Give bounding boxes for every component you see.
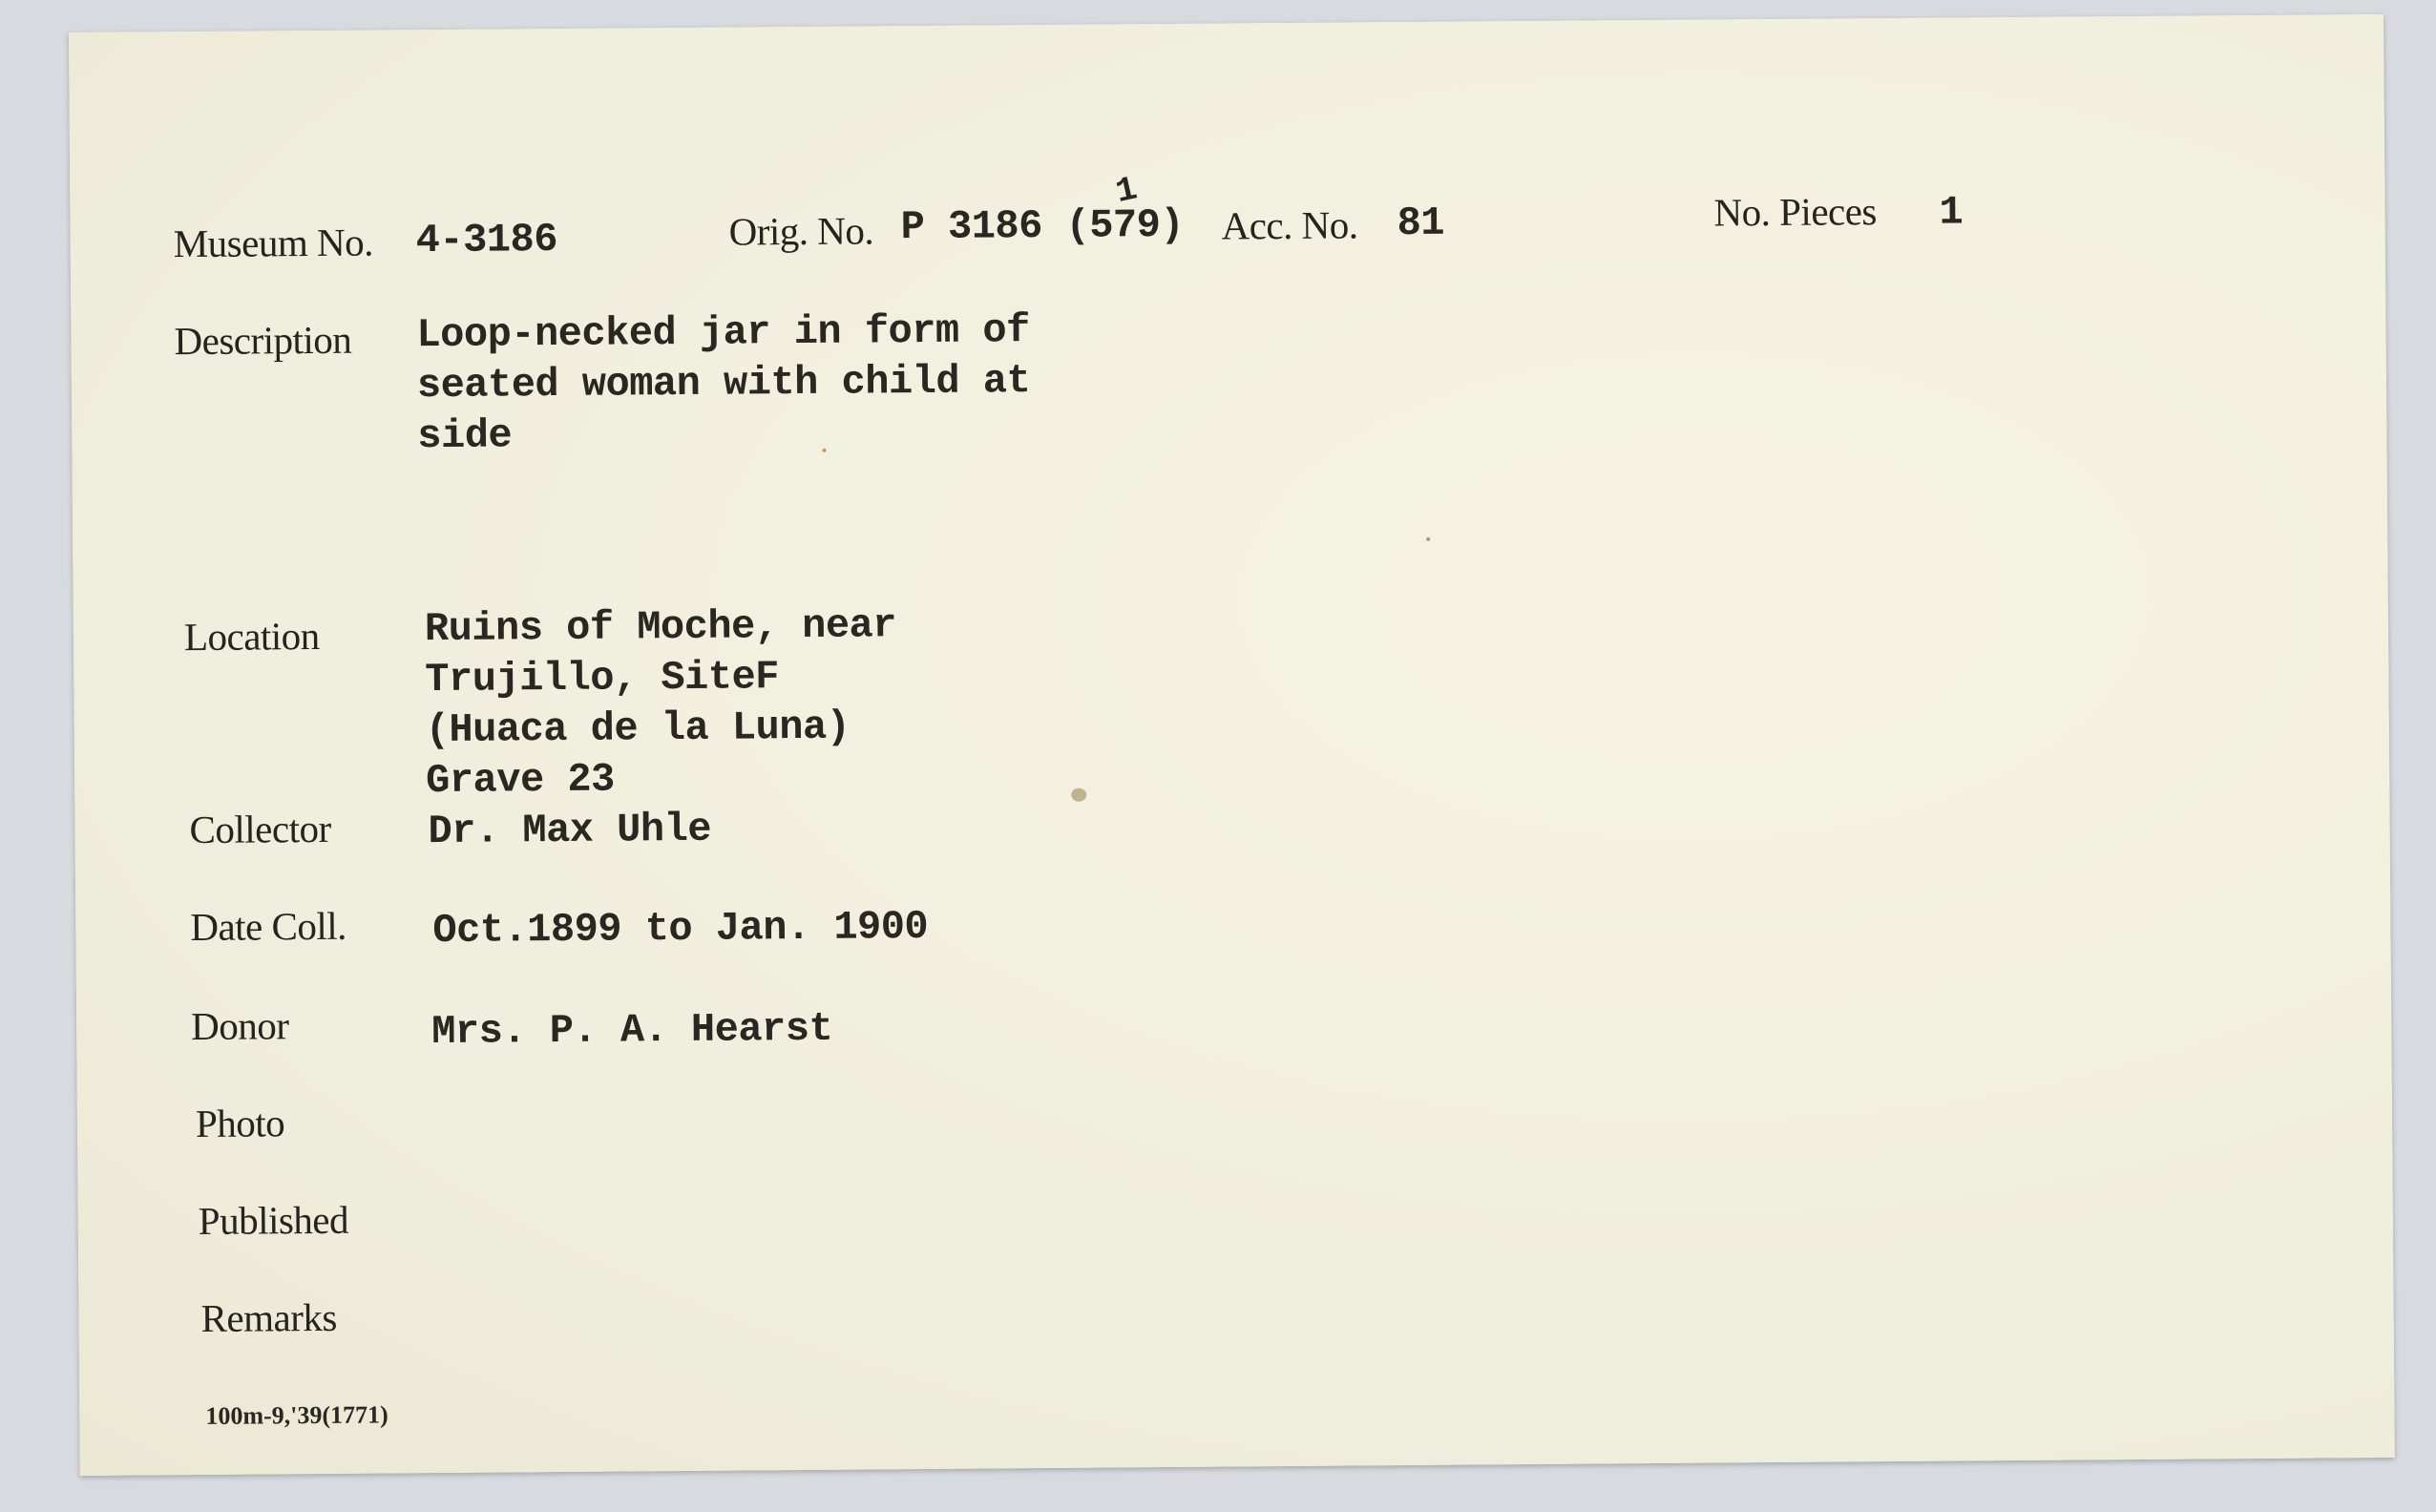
- location-line: Ruins of Moche, near: [424, 602, 897, 653]
- acc-no-label: Acc. No.: [1221, 202, 1358, 248]
- collector-label: Collector: [189, 806, 331, 852]
- location-line: Trujillo, SiteF: [425, 654, 780, 704]
- location-label: Location: [183, 613, 320, 660]
- pieces-label: No. Pieces: [1713, 189, 1878, 235]
- collector-value: Dr. Max Uhle: [428, 806, 712, 855]
- orig-no-label: Orig. No.: [728, 208, 874, 254]
- catalog-card: [69, 14, 2395, 1476]
- paper-speck: [822, 449, 826, 452]
- print-code: 100m-9,'39(1771): [205, 1400, 388, 1430]
- paper-speck: [1071, 788, 1086, 802]
- location-text: [425, 600, 898, 807]
- description-line: seated woman with child at: [416, 358, 1031, 410]
- date-coll-value: Oct.1899 to Jan. 1900: [432, 903, 929, 955]
- description-label: Description: [174, 317, 352, 364]
- museum-no-label: Museum No.: [173, 220, 374, 266]
- pieces-value: 1: [1939, 189, 1964, 236]
- donor-value: Mrs. P. A. Hearst: [431, 1005, 833, 1056]
- donor-label: Donor: [190, 1003, 289, 1049]
- location-line: (Huaca de la Luna): [425, 704, 850, 754]
- orig-no-superscript: 1: [1112, 169, 1141, 213]
- photo-label: Photo: [195, 1101, 285, 1145]
- description-line: side: [417, 412, 513, 460]
- acc-no-value: 81: [1396, 200, 1445, 247]
- published-label: Published: [198, 1197, 349, 1243]
- description-line: Loop-necked jar in form of: [416, 307, 1030, 359]
- orig-no-value: P 3186 (579): [900, 201, 1185, 251]
- date-coll-label: Date Coll.: [190, 903, 347, 950]
- location-line: Grave 23: [425, 756, 615, 805]
- paper-speck: [1426, 537, 1430, 541]
- description-text: [416, 305, 1031, 462]
- museum-no-value: 4-3186: [415, 216, 558, 264]
- remarks-label: Remarks: [200, 1294, 338, 1340]
